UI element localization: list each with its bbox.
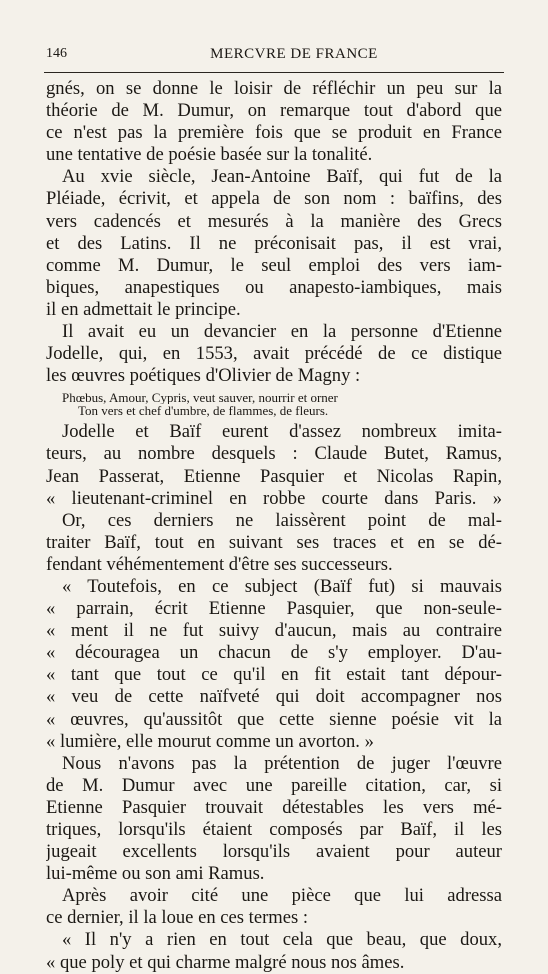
text-line: les œuvres poétiques d'Olivier de Magny : (46, 365, 361, 387)
text-line: « Toutefois, en ce subject (Baïf fut) si mauvais (62, 575, 502, 597)
text-line: traiter Baïf, tout en suivant ses traces et en se dé- (46, 531, 502, 553)
verse-line: Ton vers et chef d'umbre, de flammes, de fleurs. (78, 404, 329, 418)
text-line: Jodelle, qui, en 1553, avait précédé de ce distique (46, 343, 502, 365)
text-line: théorie de M. Dumur, on remarque tout d'abord que (46, 100, 502, 122)
text-line: Nous n'avons pas la prétention de juger l'œuvre (62, 752, 502, 774)
header-rule (44, 72, 504, 73)
text-line: lui-même ou son ami Ramus. (46, 863, 265, 885)
text-line: triques, lorsqu'ils étaient composés par Baïf, il les (46, 819, 502, 840)
text-line: et des Latins. Il ne préconisait pas, il est vrai, (46, 232, 502, 254)
text-line: « lumière, elle mourut comme un avorton. » (46, 730, 374, 752)
text-line: biques, anapestiques ou anapesto-iambiques, mais (46, 276, 502, 298)
text-line: il en admettait le principe. (46, 298, 241, 320)
page-number: 146 (46, 46, 67, 61)
text-line: Pléiade, écrivit, et appela de son nom : baïfins, des (46, 188, 502, 210)
text-line: gnés, on se donne le loisir de réfléchir un peu sur la (46, 78, 502, 99)
text-line: « ment il ne fut suivy d'aucun, mais au contraire (46, 620, 502, 642)
text-line: ce dernier, il la loue en ces termes : (46, 907, 309, 929)
text-line: Or, ces derniers ne laissèrent point de mal- (62, 509, 502, 531)
verse-line: Phœbus, Amour, Cypris, veut sauver, nourrir et orner (62, 391, 338, 405)
running-title: MERCVRE DE FRANCE (210, 46, 378, 62)
text-line: « tant que tout ce qu'il en fit estait tant dépour- (46, 664, 502, 686)
text-line: Au xvie siècle, Jean-Antoine Baïf, qui fut de la (62, 166, 502, 188)
text-line: « que poly et qui charme malgré nous nos âmes. (46, 951, 405, 973)
text-line: « lieutenant-criminel en robbe courte dans Paris. » (46, 487, 502, 509)
text-line: « Il n'y a rien en tout cela que beau, que doux, (62, 929, 502, 951)
text-line: fendant véhémentement d'être ses successeurs. (46, 553, 393, 575)
text-line: comme M. Dumur, le seul emploi des vers iam- (46, 254, 502, 276)
text-line: ce n'est pas la première fois que se produit en France (46, 122, 502, 144)
text-line: « parrain, écrit Etienne Pasquier, que non-seule- (46, 598, 502, 620)
text-line: vers cadencés et mesurés à la manière des Grecs (46, 210, 502, 232)
text-line: teurs, au nombre desquels : Claude Butet, Ramus, (46, 443, 502, 465)
text-line: jugeait excellents lorsqu'ils avaient pour auteur (46, 841, 502, 863)
page-header (44, 38, 504, 68)
text-line: Etienne Pasquier trouvait détestables les vers mé- (46, 796, 502, 818)
text-line: Il avait eu un devancier en la personne d'Etienne (62, 321, 502, 343)
text-line: Après avoir cité une pièce que lui adressa (62, 885, 502, 907)
text-line: Jodelle et Baïf eurent d'assez nombreux imita- (62, 421, 502, 443)
text-line: « découragea un chacun de s'y employer. D'au- (46, 642, 502, 664)
text-line: « veu de cette naïfveté qui doit accompagner nos (46, 686, 502, 708)
text-line: « œuvres, qu'aussitôt que cette sienne poésie vit la (46, 708, 502, 730)
text-line: de M. Dumur avec une pareille citation, car, si (46, 774, 502, 796)
body-text (46, 78, 502, 974)
text-line: Jean Passerat, Etienne Pasquier et Nicolas Rapin, (46, 465, 502, 487)
text-line: une tentative de poésie basée sur la tonalité. (46, 144, 373, 166)
